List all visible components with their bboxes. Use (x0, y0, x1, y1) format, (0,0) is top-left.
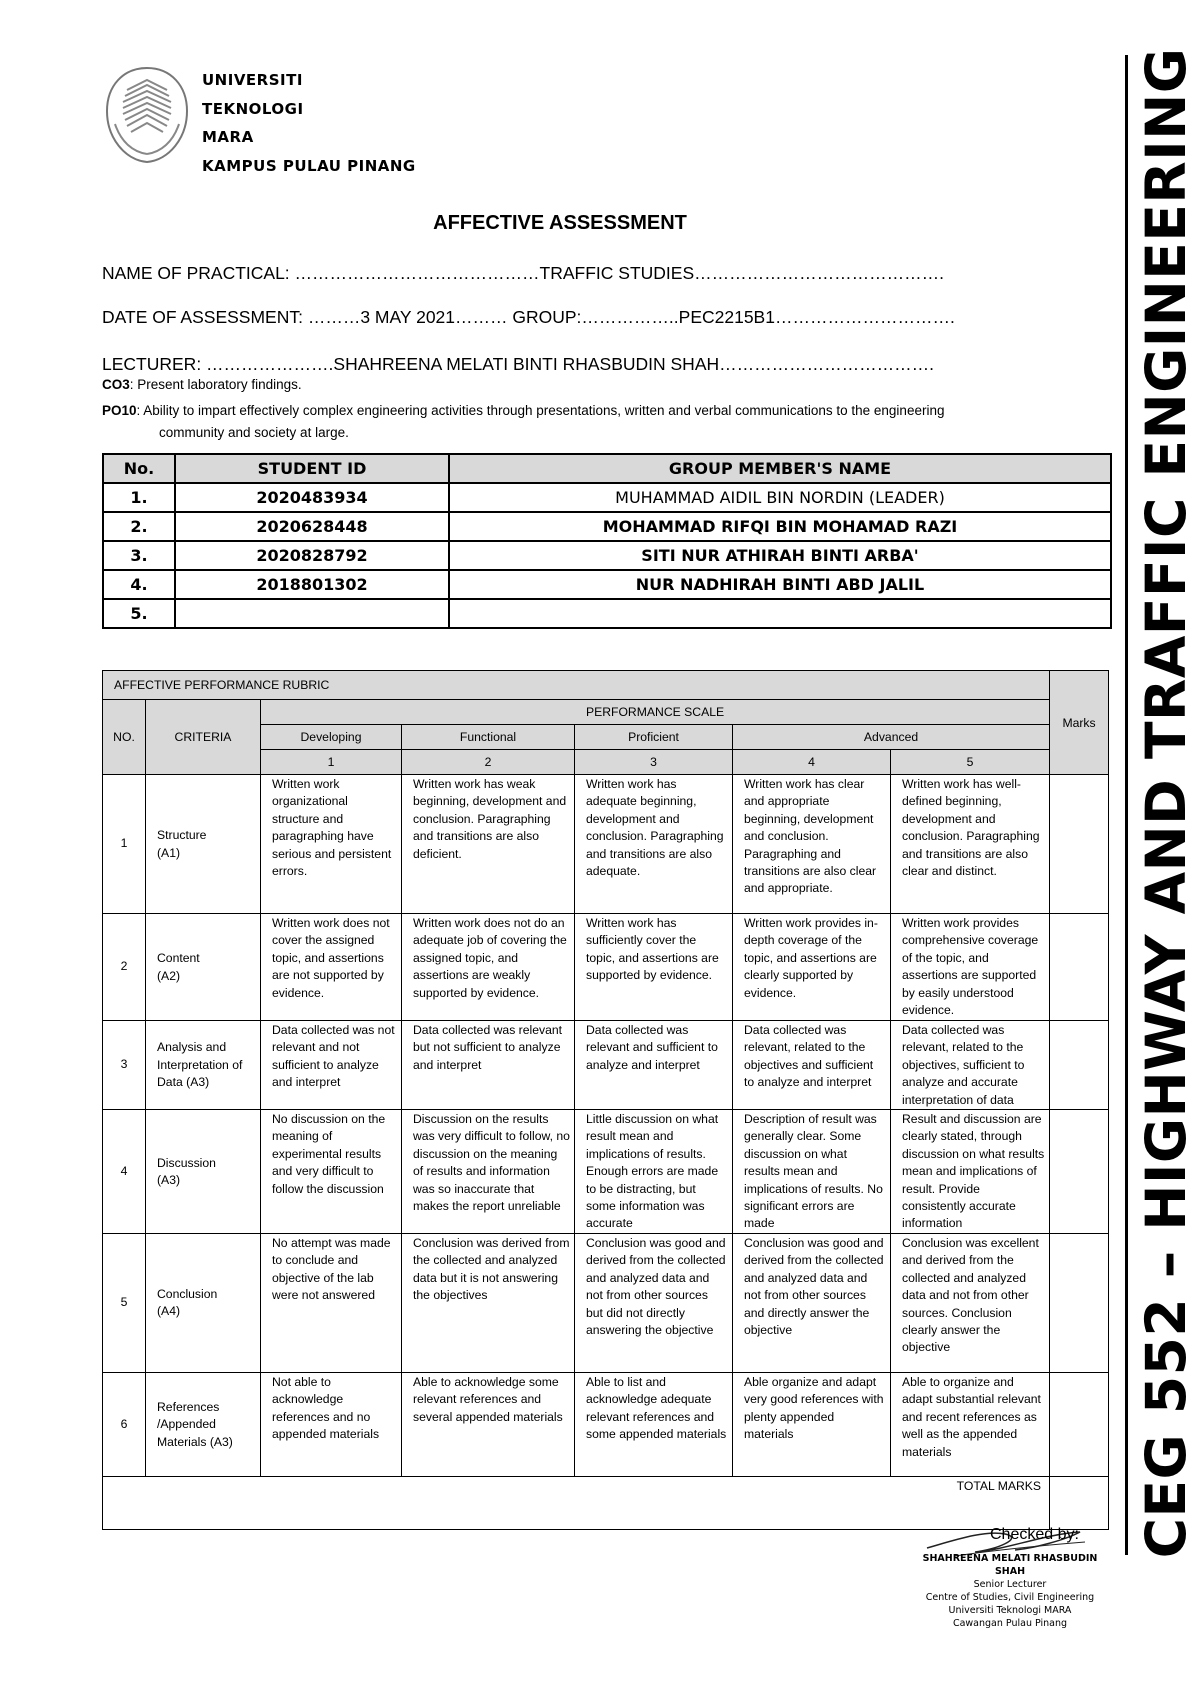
rubric-row-no: 4 (103, 1110, 146, 1234)
rubric-cell: No attempt was made to conclude and objective of the lab were not answered (261, 1233, 402, 1372)
level-functional: Functional (402, 725, 575, 750)
rubric-row-no: 1 (103, 775, 146, 914)
stamp-line: Centre of Studies, Civil Engineering (925, 1592, 1095, 1603)
rubric-cell: Description of result was generally clear. Some discussion on what results mean and implications of results. No significant errors are made (733, 1110, 891, 1234)
marks-header: Marks (1050, 671, 1109, 775)
university-line: TEKNOLOGI (202, 99, 304, 118)
rubric-row-no: 5 (103, 1233, 146, 1372)
performance-rubric-table (102, 670, 1109, 1530)
rubric-cell: Written work has weak beginning, development and conclusion. Paragraphing and transitions are also deficient. (402, 775, 575, 914)
marks-cell[interactable] (1050, 1110, 1109, 1234)
official-stamp (915, 1552, 1105, 1630)
stamp-line: Universiti Teknologi MARA (948, 1605, 1072, 1616)
rubric-cell: Able organize and adapt very good references with plenty appended materials (733, 1372, 891, 1476)
header-no: No. (103, 454, 175, 483)
rubric-criteria: Structure (A1) (146, 775, 261, 914)
marks-cell[interactable] (1050, 914, 1109, 1021)
rubric-cell: Written work provides in-depth coverage of the topic, and assertions are clearly supported by evidence. (733, 914, 891, 1021)
member-no: 3. (103, 541, 175, 570)
member-name: NUR NADHIRAH BINTI ABD JALIL (449, 570, 1111, 599)
rubric-cell: Data collected was relevant but not sufficient to analyze and interpret (402, 1021, 575, 1110)
rubric-cell: Little discussion on what result mean and implications of results. Enough errors are made to be distracting, but some information was accurate (575, 1110, 733, 1234)
program-outcome (102, 400, 1122, 444)
member-no: 1. (103, 483, 175, 512)
rubric-cell: Conclusion was good and derived from the collected and analyzed data and not from other sources but did not directly answering the objective (575, 1233, 733, 1372)
university-line: KAMPUS PULAU PINANG (202, 156, 416, 175)
rubric-title: AFFECTIVE PERFORMANCE RUBRIC (103, 671, 1050, 700)
marks-cell[interactable] (1050, 1372, 1109, 1476)
rubric-row (103, 1372, 1109, 1476)
rubric-cell: Written work has adequate beginning, development and conclusion. Paragraphing and transitions are also adequate. (575, 775, 733, 914)
rubric-cell: Able to list and acknowledge adequate relevant references and some appended materials (575, 1372, 733, 1476)
rubric-cell: Not able to acknowledge references and no appended materials (261, 1372, 402, 1476)
level-developing: Developing (261, 725, 402, 750)
university-line: UNIVERSITI (202, 71, 303, 89)
scale-header-row (103, 700, 1109, 725)
score-4: 4 (733, 750, 891, 775)
table-row (103, 570, 1111, 599)
university-logo (103, 66, 191, 164)
rubric-row (103, 775, 1109, 914)
level-proficient: Proficient (575, 725, 733, 750)
member-id: 2020628448 (175, 512, 449, 541)
table-row (103, 483, 1111, 512)
member-id: 2020483934 (175, 483, 449, 512)
course-side-title: CEG 552 – HIGHWAY AND TRAFFIC ENGINEERING (1134, 47, 1198, 1558)
rubric-row-no: 3 (103, 1021, 146, 1110)
co3-code: CO3 (102, 377, 130, 392)
rubric-cell: Discussion on the results was very difficult to follow, no discussion on the meaning of results and information was so inaccurate that makes the report unreliable (402, 1110, 575, 1234)
rubric-cell: Data collected was relevant, related to the objectives, sufficient to analyze and accurate interpretation of data (891, 1021, 1050, 1110)
rubric-cell: Data collected was relevant and sufficient to analyze and interpret (575, 1021, 733, 1110)
rubric-cell: Data collected was not relevant and not sufficient to analyze and interpret (261, 1021, 402, 1110)
member-id: 2020828792 (175, 541, 449, 570)
member-name: MOHAMMAD RIFQI BIN MOHAMAD RAZI (449, 512, 1111, 541)
rubric-cell: Written work does not do an adequate job of covering the assigned topic, and assertions are weakly supported by evidence. (402, 914, 575, 1021)
university-line: MARA (202, 128, 254, 146)
rubric-criteria: Analysis and Interpretation of Data (A3) (146, 1021, 261, 1110)
no-header: NO. (103, 700, 146, 775)
stamp-line: Senior Lecturer (973, 1579, 1047, 1590)
rubric-cell: Written work has well-defined beginning, development and conclusion. Paragraphing and transitions are also clear and distinct. (891, 775, 1050, 914)
rubric-cell: No discussion on the meaning of experimental results and very difficult to follow the discussion (261, 1110, 402, 1234)
marks-cell[interactable] (1050, 1233, 1109, 1372)
course-outcome (102, 377, 302, 392)
rubric-row-no: 2 (103, 914, 146, 1021)
rubric-cell: Able to acknowledge some relevant references and several appended materials (402, 1372, 575, 1476)
member-no: 4. (103, 570, 175, 599)
document-title: AFFECTIVE ASSESSMENT (433, 212, 687, 234)
rubric-cell: Written work provides comprehensive coverage of the topic, and assertions are supported by easily understood evidence. (891, 914, 1050, 1021)
member-id (175, 599, 449, 628)
practical-name-field: NAME OF PRACTICAL: ……………………………………TRAFFIC STUDIES……………………………………. (102, 263, 944, 283)
lecturer-field: LECTURER: ………………….SHAHREENA MELATI BINTI RHASBUDIN SHAH………………………………. (102, 354, 934, 374)
table-row (103, 541, 1111, 570)
po10-text-cont: community and society at large. (159, 425, 349, 440)
checked-by-label: Checked by: (990, 1526, 1079, 1543)
total-marks-label: TOTAL MARKS (103, 1476, 1050, 1529)
rubric-title-row (103, 671, 1109, 700)
rubric-criteria: Conclusion (A4) (146, 1233, 261, 1372)
rubric-row (103, 1110, 1109, 1234)
level-advanced: Advanced (733, 725, 1050, 750)
marks-cell[interactable] (1050, 775, 1109, 914)
rubric-row (103, 1021, 1109, 1110)
po10-code: PO10 (102, 403, 137, 418)
member-no: 5. (103, 599, 175, 628)
rubric-cell: Able to organize and adapt substantial relevant and recent references as well as the appended materials (891, 1372, 1050, 1476)
rubric-cell: Written work has sufficiently cover the topic, and assertions are supported by evidence. (575, 914, 733, 1021)
rubric-cell: Data collected was relevant, related to the objectives and sufficient to analyze and interpret (733, 1021, 891, 1110)
rubric-cell: Conclusion was good and derived from the collected and analyzed data and not from other sources and directly answer the objective (733, 1233, 891, 1372)
score-1: 1 (261, 750, 402, 775)
po10-text: : Ability to impart effectively complex engineering activities through presentations, written and verbal communications to the engineering (136, 403, 945, 418)
rubric-cell: Conclusion was excellent and derived from the collected and analyzed data and not from other sources. Conclusion clearly answer the objective (891, 1233, 1050, 1372)
rubric-row-no: 6 (103, 1372, 146, 1476)
table-header-row (103, 454, 1111, 483)
university-name (202, 66, 416, 180)
group-members-table (102, 453, 1112, 629)
rubric-row (103, 1233, 1109, 1372)
table-row (103, 599, 1111, 628)
rubric-cell: Conclusion was derived from the collected and analyzed data but it is not answering the objectives (402, 1233, 575, 1372)
side-divider (1125, 55, 1128, 1555)
rubric-cell: Written work has clear and appropriate beginning, development and conclusion. Paragraphing and transitions are also clear and appropriate. (733, 775, 891, 914)
header-student-id: STUDENT ID (175, 454, 449, 483)
member-name: SITI NUR ATHIRAH BINTI ARBA' (449, 541, 1111, 570)
marks-cell[interactable] (1050, 1021, 1109, 1110)
co3-text: : Present laboratory findings. (129, 377, 302, 392)
member-no: 2. (103, 512, 175, 541)
scale-header: PERFORMANCE SCALE (261, 700, 1050, 725)
member-name: MUHAMMAD AIDIL BIN NORDIN (LEADER) (449, 483, 1111, 512)
member-id: 2018801302 (175, 570, 449, 599)
stamp-line: SHAHREENA MELATI RHASBUDIN SHAH (922, 1553, 1098, 1577)
rubric-criteria: References /Appended Materials (A3) (146, 1372, 261, 1476)
score-2: 2 (402, 750, 575, 775)
header-member-name: GROUP MEMBER'S NAME (449, 454, 1111, 483)
score-5: 5 (891, 750, 1050, 775)
rubric-cell: Written work does not cover the assigned topic, and assertions are not supported by evidence. (261, 914, 402, 1021)
rubric-cell: Result and discussion are clearly stated, through discussion on what results mean and implications of result. Provide consistently accurate information (891, 1110, 1050, 1234)
side-title-wrap (1132, 47, 1200, 1558)
rubric-criteria: Content (A2) (146, 914, 261, 1021)
member-name (449, 599, 1111, 628)
criteria-header: CRITERIA (146, 700, 261, 775)
table-row (103, 512, 1111, 541)
rubric-cell: Written work organizational structure and paragraphing have serious and persistent errors. (261, 775, 402, 914)
stamp-line: Cawangan Pulau Pinang (952, 1618, 1068, 1629)
rubric-row (103, 914, 1109, 1021)
score-3: 3 (575, 750, 733, 775)
rubric-criteria: Discussion (A3) (146, 1110, 261, 1234)
date-group-field: DATE OF ASSESSMENT: ………3 MAY 2021……… GROUP:……………..PEC2215B1…………………………. (102, 307, 955, 327)
